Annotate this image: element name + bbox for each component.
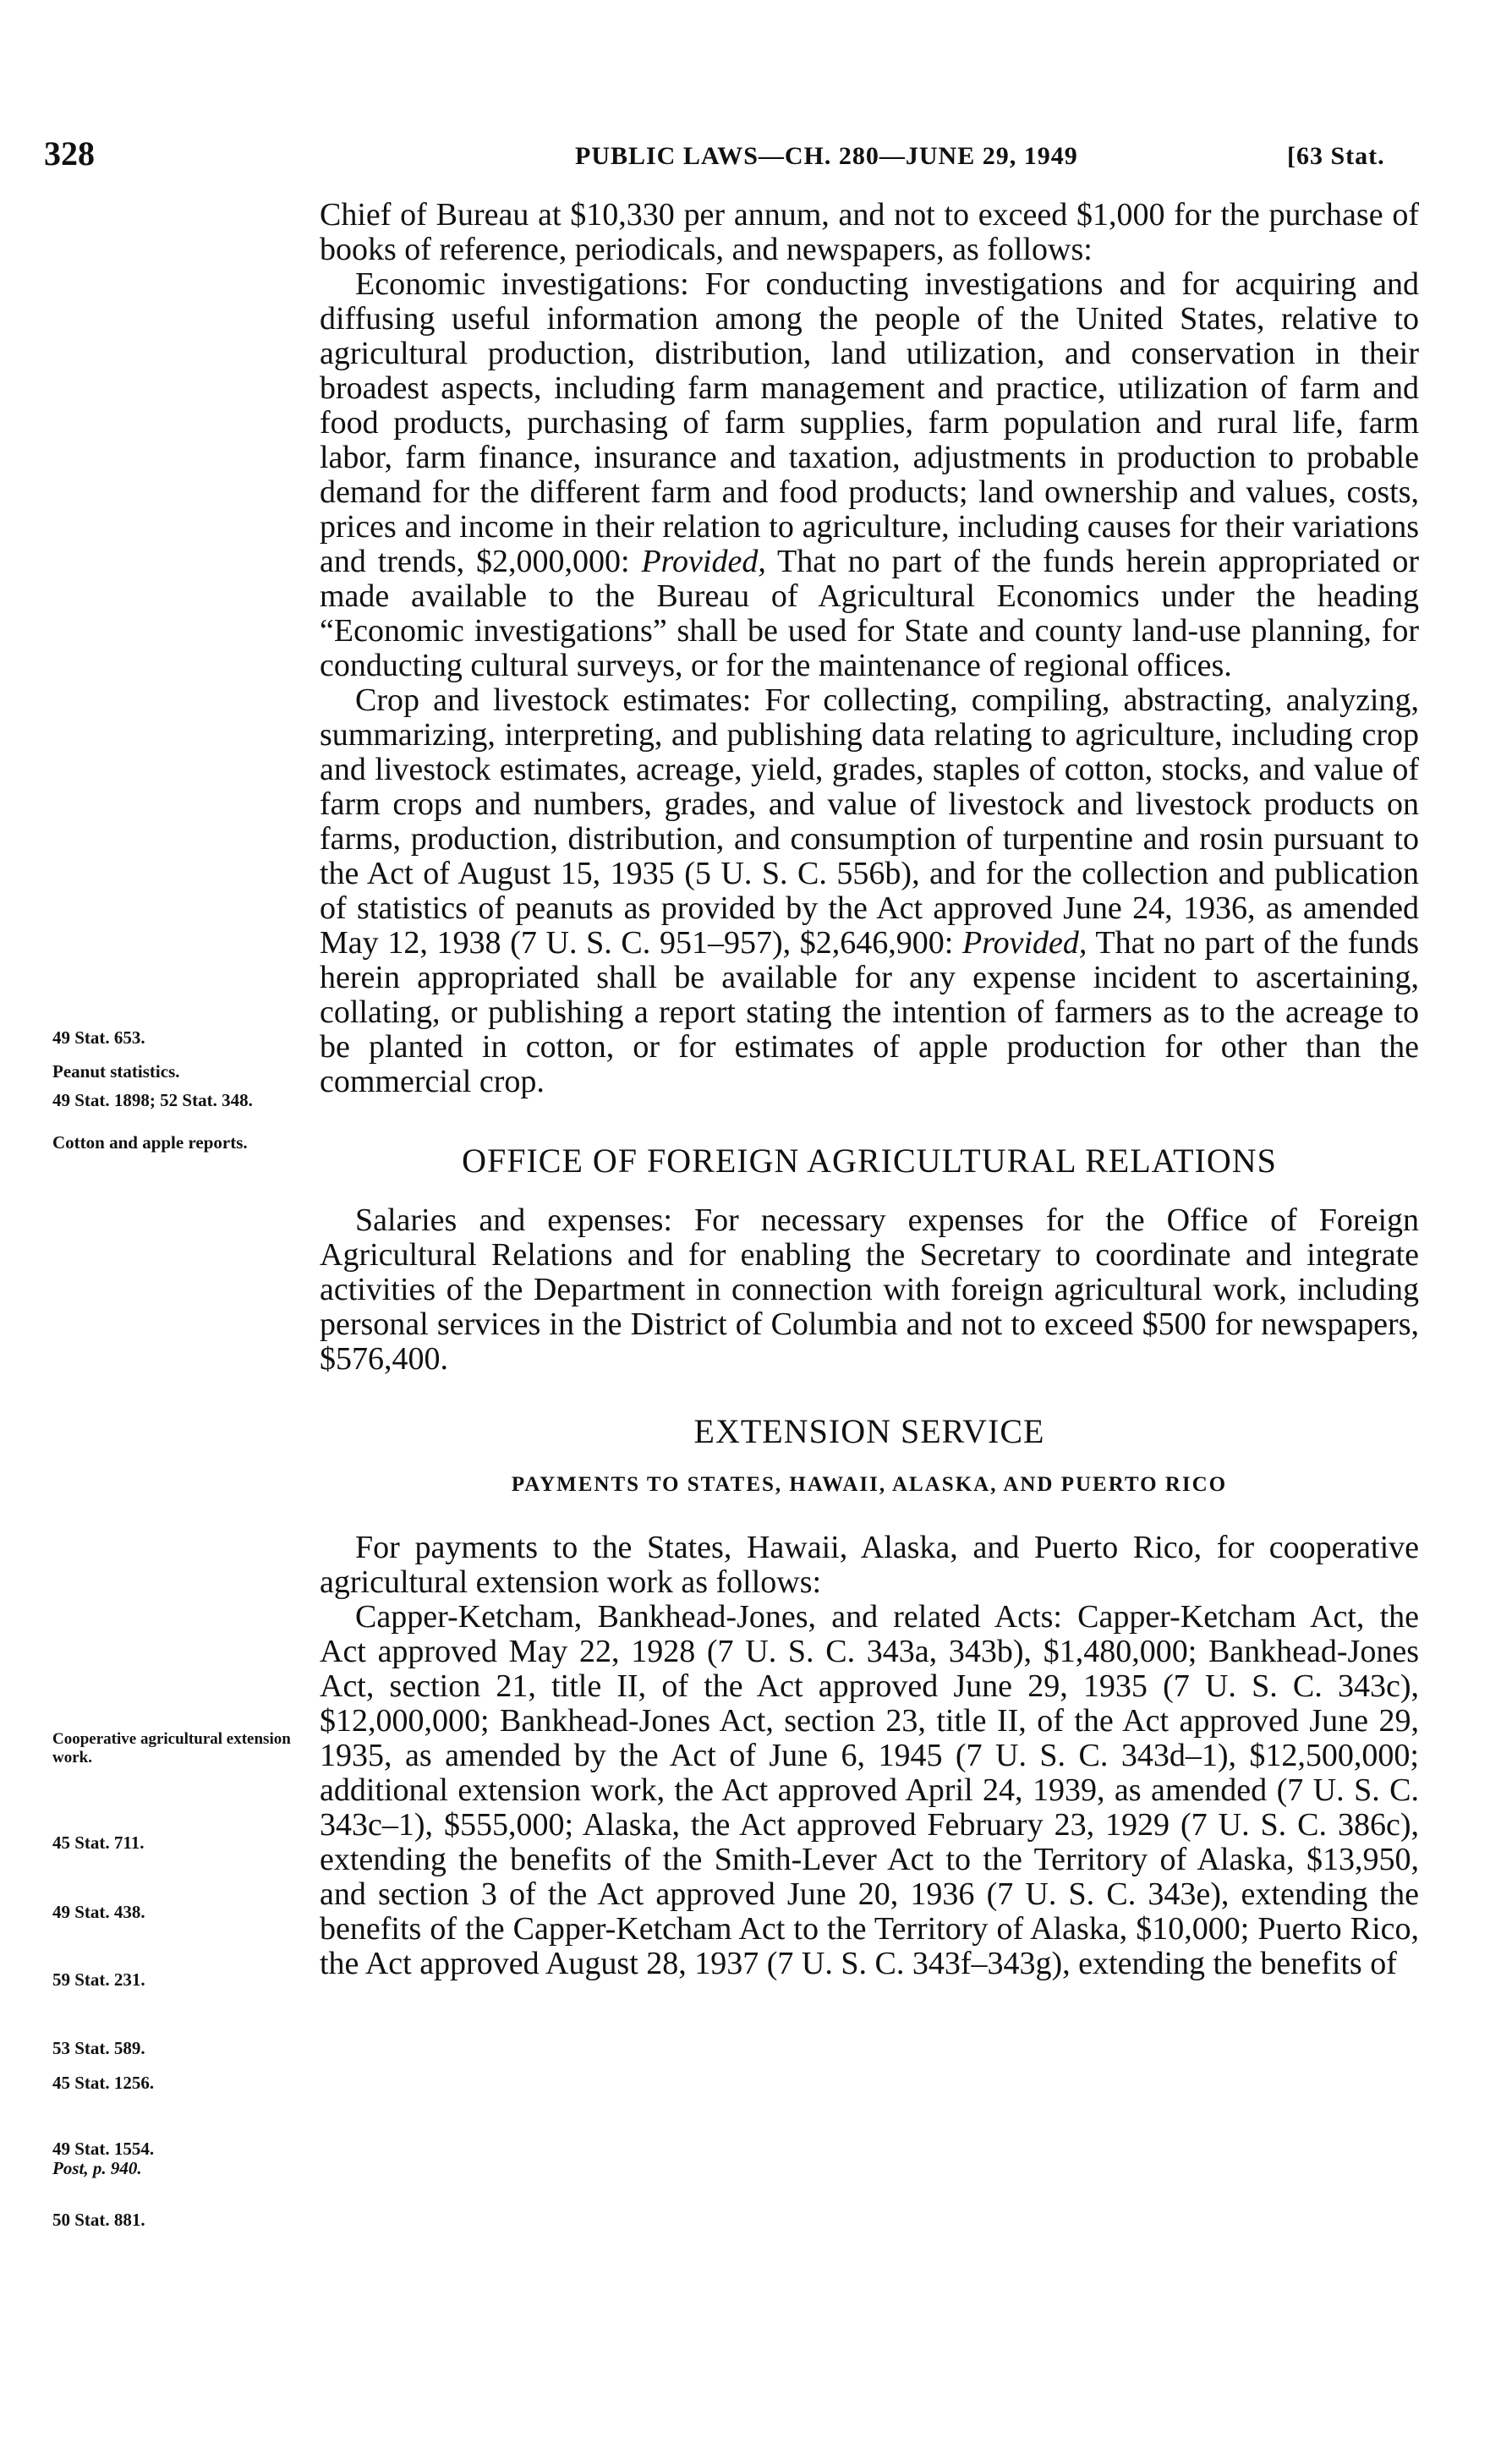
crop-proviso: That no part of the funds herein appropriated shall be available for any expense incident to ascertaining, collating, or publishing a report stating the intention of farmers as to the acreage to be planted in cotton, or for estimates of apple production for other than the commercial crop. <box>320 925 1420 1099</box>
paragraph-economic-investigations <box>320 267 1419 683</box>
margin-note: 49 Stat. 653. <box>52 1027 145 1048</box>
margin-note: Cooperative agricultural extension work. <box>52 1730 291 1767</box>
margin-note: 49 Stat. 438. <box>52 1902 145 1922</box>
margin-note: 45 Stat. 1256. <box>52 2073 155 2093</box>
section-heading-extension-service: EXTENSION SERVICE <box>693 1412 1045 1450</box>
margin-note: Post, p. 940. <box>52 2158 142 2178</box>
margin-note: 49 Stat. 1898; 52 Stat. 348. <box>52 1090 253 1110</box>
running-head: PUBLIC LAWS—CH. 280—JUNE 29, 1949 <box>575 142 1078 170</box>
economic-text: Economic investigations: For conducting investigations and for acquiring and diffusing useful information among the people of the United States, relative to agricultural production, distribution, land utilization, and conservation in their broadest aspects, including farm management and practice, utilization of farm and food products, purchasing of farm supplies, farm population and rural life, farm labor, farm finance, insurance and taxation, adjustments in production to probable demand for the different farm and food products; land ownership and values, costs, prices and income in their relation to agriculture, including causes for their variations and trends, $2,000,000: <box>320 266 1419 579</box>
paragraph-crop-livestock <box>320 683 1419 1099</box>
margin-note: 50 Stat. 881. <box>52 2210 145 2230</box>
subheading-payments: PAYMENTS TO STATES, HAWAII, ALASKA, AND PUERTO RICO <box>511 1473 1228 1496</box>
economic-proviso: That no part of the funds herein appropriated or made available to the Bureau of Agricultural Economics under the heading “Economic investigations” shall be used for State and county land-use planning, for conducting cultural surveys, or for the maintenance of regional offices. <box>320 544 1419 683</box>
provided-italic: Provided, <box>641 544 766 579</box>
margin-note: Cotton and apple reports. <box>52 1132 248 1153</box>
paragraph-payments: For payments to the States, Hawaii, Alaska, and Puerto Rico, for cooperative agricultural extension work as follows: <box>320 1530 1419 1600</box>
paragraph-salaries-expenses: Salaries and expenses: For necessary expenses for the Office of Foreign Agricultural Relations and for enabling the Secretary to coordinate and integrate activities of the Department in connection with foreign agricultural work, including personal services in the District of Columbia and not to exceed $500 for newspapers, $576,400. <box>320 1202 1419 1377</box>
margin-note: 45 Stat. 711. <box>52 1832 145 1853</box>
section-heading-foreign-relations: OFFICE OF FOREIGN AGRICULTURAL RELATIONS <box>462 1142 1277 1180</box>
margin-note: 49 Stat. 1554. <box>52 2139 155 2159</box>
main-text <box>320 198 1419 1981</box>
provided-italic: Provided, <box>962 925 1087 961</box>
paragraph-bureau-chief: Chief of Bureau at $10,330 per annum, and not to exceed $1,000 for the purchase of books of reference, periodicals, and newspapers, as follows: <box>320 197 1419 267</box>
crop-text: Crop and livestock estimates: For collecting, compiling, abstracting, analyzing, summarizing, interpreting, and publishing data relating to agriculture, including crop and livestock estimates, acreage, yield, grades, staples of cotton, stocks, and value of farm crops and numbers, grades, and value of livestock and livestock products on farms, production, distribution, and consumption of turpentine and rosin pursuant to the Act of August 15, 1935 (5 U. S. C. 556b), and for the collection and publication of statistics of peanuts as provided by the Act approved June 24, 1936, as amended May 12, 1938 (7 U. S. C. 951–957), $2,646,900: <box>320 682 1419 961</box>
paragraph-capper-ketcham: Capper-Ketcham, Bankhead-Jones, and related Acts: Capper-Ketcham Act, the Act approved May 22, 1928 (7 U. S. C. 343a, 343b), $1,480,000; Bankhead-Jones Act, section 21, title II, of the Act approved June 29, 1935 (7 U. S. C. 343c), $12,000,000; Bankhead-Jones Act, section 23, title II, of the Act approved June 29, 1935, as amended by the Act of June 6, 1945 (7 U. S. C. 343d–1), $12,500,000; additional extension work, the Act approved April 24, 1939, as amended (7 U. S. C. 343c–1), $555,000; Alaska, the Act approved February 23, 1929 (7 U. S. C. 386c), extending the benefits of the Smith-Lever Act to the Territory of Alaska, $13,950, and section 3 of the Act approved June 20, 1936 (7 U. S. C. 343e), extending the benefits of the Capper-Ketcham Act to the Territory of Alaska, $10,000; Puerto Rico, the Act approved August 28, 1937 (7 U. S. C. 343f–343g), extending the benefits of <box>320 1599 1419 1981</box>
page-number: 328 <box>44 134 95 173</box>
margin-note: 53 Stat. 589. <box>52 2038 145 2058</box>
margin-note: Peanut statistics. <box>52 1061 180 1082</box>
volume-reference: [63 Stat. <box>1287 142 1385 170</box>
margin-note: 59 Stat. 231. <box>52 1969 145 1990</box>
